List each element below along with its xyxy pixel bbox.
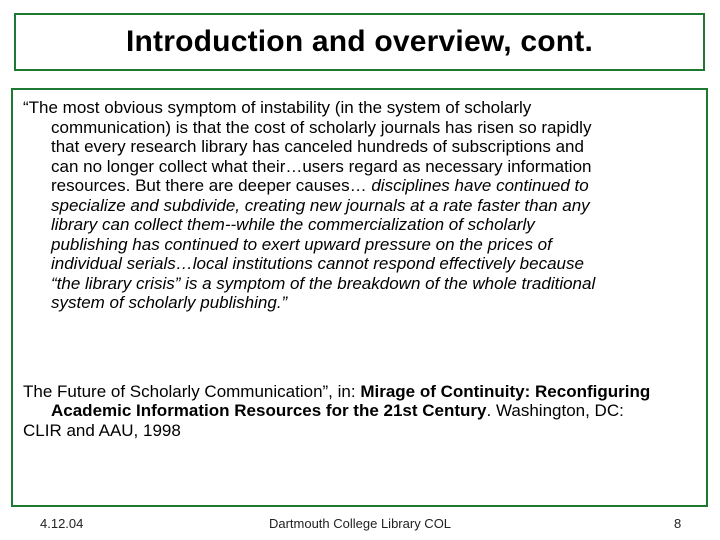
footer-page-number: 8 [674,516,682,531]
text-line: communication) is that the cost of scholarly journals has risen so rapidly [51,117,592,137]
text-line: specialize and subdivide, creating new journals at a rate faster than any [51,195,590,215]
text-line: system of scholarly publishing.” [51,293,288,312]
citation-paragraph [23,382,700,441]
text-line: Academic Information Resources for the 21st Century. Washington, DC: [51,401,624,420]
slide-body-box [11,88,708,507]
text-line: The Future of Scholarly Communication”, in: Mirage of Continuity: Reconfiguring [23,381,651,401]
slide-title-box [14,13,705,71]
text-line: resources. But there are deeper causes… disciplines have continued to [51,176,589,195]
text-line: publishing has continued to exert upward pressure on the prices of [51,234,552,254]
text-line: can no longer collect what their…users regard as necessary information [51,156,592,176]
text-line: that every research library has canceled hundreds of subscriptions and [51,137,584,156]
text-line: library can collect them--while the commercialization of scholarly [51,215,535,234]
footer-org: Dartmouth College Library COL [268,516,452,531]
quote-paragraph [23,98,700,313]
text-line: CLIR and AAU, 1998 [23,420,181,440]
text-line: individual serials…local institutions cannot respond effectively because [51,254,584,273]
footer-date: 4.12.04 [40,516,84,531]
text-line: “the library crisis” is a symptom of the breakdown of the whole traditional [51,273,596,293]
text-line: “The most obvious symptom of instability (in the system of scholarly [23,98,532,117]
slide-title: Introduction and overview, cont. [126,25,593,58]
